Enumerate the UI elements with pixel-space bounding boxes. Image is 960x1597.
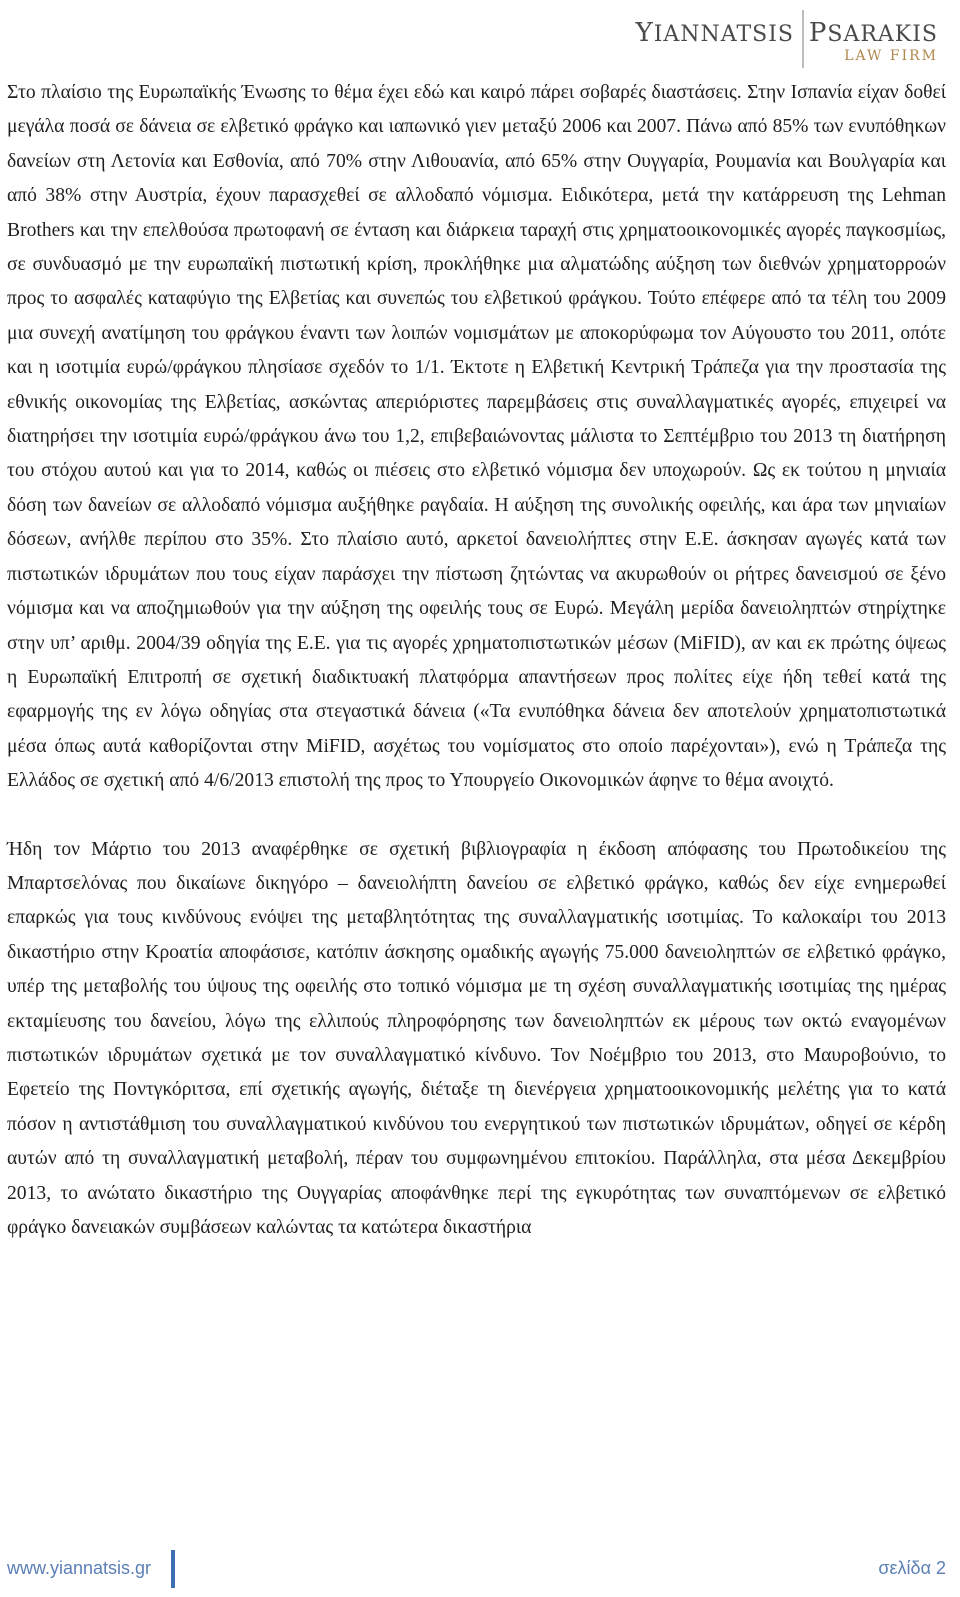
page-number: σελίδα 2 bbox=[878, 1558, 946, 1578]
logo-rest-psarakis: SARAKIS bbox=[827, 22, 938, 47]
firm-logo bbox=[635, 8, 938, 70]
paragraph: Στο πλαίσιο της Ευρωπαϊκής Ένωσης το θέμα έχει εδώ και καιρό πάρει σοβαρές διαστάσεις. Στην Ισπανία είχαν δοθεί μεγάλα ποσά σε δάνεια σε ελβετικό φράγκο και ιαπωνικό γιεν μεταξύ 2006 και 2007. Πάνω από 85% των ενυπόθηκων δανείων στη Λετονία και Εσθονία, από 70% στην Λιθουανία, από 65% στην Ουγγαρία, Ρουμανία και Βουλγαρία και από 38% στην Αυστρία, έχουν παρασχεθεί σε αλλοδαπό νόμισμα. Ειδικότερα, μετά την κατάρρευση της Lehman Brothers και την επελθούσα πρωτοφανή σε ένταση και διάρκεια ταραχή στις χρηματοοικονομικές αγορές παγκοσμίως, σε συνδυασμό με την ευρωπαϊκή πιστωτική κρίση, προκλήθηκε μια αλματώδης αύξηση των διεθνών χρηματορροών προς το ασφαλές καταφύγιο της Ελβετίας και συνεπώς του ελβετικού φράγκου. Τούτο επέφερε από τα τέλη του 2009 μια συνεχή ανατίμηση του φράγκου έναντι των λοιπών νομισμάτων με αποκορύφωμα τον Αύγουστο του 2011, οπότε και η ισοτιμία ευρώ/φράγκου πλησίασε σχεδόν το 1/1. Έκτοτε η Ελβετική Κεντρική Τράπεζα για την προστασία της εθνικής οικονομίας της Ελβετίας, ασκώντας απεριόριστες παρεμβάσεις στις συναλλαγματικές αγορές, επιχειρεί να διατηρήσει την ισοτιμία ευρώ/φράγκου άνω του 1,2, επιβεβαιώνοντας μάλιστα το Σεπτέμβριο του 2013 τη διατήρηση του στόχου αυτού και για το 2014, καθώς οι πιέσεις στο ελβετικό νόμισμα δεν υποχωρούν. Ως εκ τούτου η μηνιαία δόση των δανείων σε αλλοδαπό νόμισμα αυξήθηκε ραγδαία. Η αύξηση της συνολικής οφειλής, και άρα των μηνιαίων δόσεων, ανήλθε περίπου στο 35%. Στο πλαίσιο αυτό, αρκετοί δανειολήπτες στην Ε.Ε. άσκησαν αγωγές κατά των πιστωτικών ιδρυμάτων που τους είχαν παράσχει την πίστωση ζητώντας να ακυρωθούν οι ρήτρες δανεισμού σε ξένο νόμισμα και να αποζημιωθούν για την αύξηση της οφειλής τους σε Ευρώ. Μεγάλη μερίδα δανειοληπτών στηρίχτηκε στην υπ’ αριθμ. 2004/39 οδηγία της Ε.Ε. για τις αγορές χρηματοπιστωτικών μέσων (MiFID), αν και εκ πρώτης όψεως η Ευρωπαϊκή Επιτροπή σε σχετική διαδικτυακή πλατφόρμα απαντήσεων προς πολίτες είχε ήδη τεθεί κατά της εφαρμογής της εν λόγω οδηγίας στα στεγαστικά δάνεια («Τα ενυπόθηκα δάνεια δεν αποτελούν χρηματοπιστωτικά μέσα όπως αυτά καθορίζονται στην MiFID, ασχέτως του νομίσματος στο οποίο παρέχονται»), ενώ η Τράπεζα της Ελλάδος σε σχετική από 4/6/2013 επιστολή της προς το Υπουργείο Οικονομικών άφηνε το θέμα ανοιχτό. bbox=[7, 82, 946, 792]
logo-name-psarakis bbox=[809, 18, 938, 48]
footer-divider bbox=[171, 1550, 175, 1588]
page-footer bbox=[0, 1550, 960, 1590]
document-body bbox=[7, 76, 946, 1245]
logo-rest-yiannatsis: IANNATSIS bbox=[653, 22, 794, 47]
paragraph: Ήδη τον Μάρτιο του 2013 αναφέρθηκε σε σχετική βιβλιογραφία η έκδοση απόφασης του Πρωτοδικείου της Μπαρτσελόνας που δικαίωνε δικηγόρο – δανειολήπτη δανείου σε ελβετικό φράγκο, καθώς δεν είχε ενημερωθεί επαρκώς για τους κινδύνους ενόψει της μεταβλητότητας της συναλλαγματικής ισοτιμίας. Το καλοκαίρι του 2013 δικαστήριο στην Κροατία αποφάσισε, κατόπιν άσκησης ομαδικής αγωγής 75.000 δανειοληπτών σε ελβετικό φράγκο, υπέρ της μεταβολής του ύψους της οφειλής στο τοπικό νόμισμα με τη σχέση συναλλαγματικής ισοτιμίας της ημέρας εκταμίευσης του δανείου, λόγω της ελλιπούς πληροφόρησης των δανειοληπτών εκ μέρους των οκτώ εναγομένων πιστωτικών ιδρυμάτων σχετικά με τον συναλλαγματικό κίνδυνο. Τον Νοέμβριο του 2013, στο Μαυροβούνιο, το Εφετείο της Ποντγκόριτσα, επί σχετικής αγωγής, διέταξε τη διενέργεια χρηματοοικονομικής μελέτης για το κατά πόσον η αντιστάθμιση του συναλλαγματικού κινδύνου του ενεργητικού των πιστωτικών ιδρυμάτων, οδηγεί σε κέρδη αυτών από τη συναλλαγματική μεταβολή, πέραν του συμφωνημένου επιτοκίου. Παράλληλα, στα μέσα Δεκεμβρίου 2013, το ανώτατο δικαστήριο της Ουγγαρίας αποφάνθηκε περί της εγκυρότητας των συναπτόμενων σε ελβετικό φράγκο δανειακών συμβάσεων καλώντας τα κατώτερα δικαστήρια bbox=[7, 838, 946, 1238]
logo-initial-y: Y bbox=[635, 18, 654, 48]
website-link[interactable]: www.yiannatsis.gr bbox=[7, 1558, 152, 1578]
logo-initial-p: P bbox=[808, 18, 828, 48]
logo-divider bbox=[802, 10, 804, 68]
logo-name-yiannatsis bbox=[636, 18, 794, 48]
logo-law-firm: LAW FIRM bbox=[844, 48, 938, 64]
